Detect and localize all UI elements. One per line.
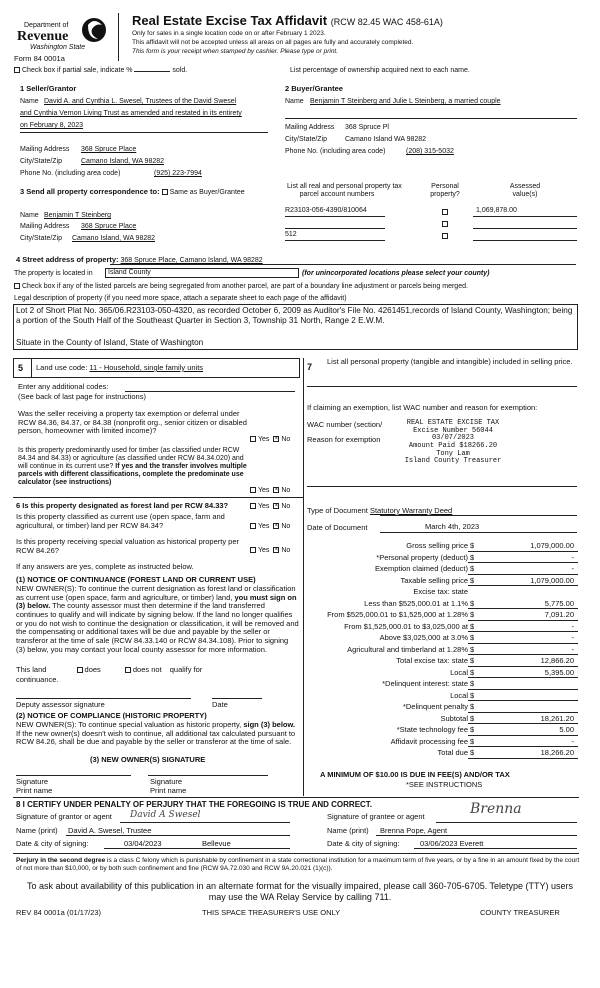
- owner-print-name-label-2: Print name: [150, 786, 187, 795]
- owner-signature-label-1: Signature: [16, 777, 49, 786]
- seller-name-line2[interactable]: and Cynthia Vernon Living Trust as amended and restated in its entirety: [20, 110, 242, 117]
- tax-row-currency: $: [470, 702, 475, 711]
- partial-sale-checkbox[interactable]: [14, 67, 20, 73]
- corr-city-label: City/State/Zip: [20, 235, 63, 242]
- answers-note: If any answers are yes, complete as instructed below.: [16, 562, 194, 571]
- perjury-notice: Perjury in the second degree is a class C felony which is punishable by confinement in a state correctional institution for a maximum term of five years, or by a fine in an amount fixed by the court of not more than $10,000, or by both such confinement and fine (RCW 9A.72.030 and RCW 9A.20.021 (1)(c)).: [16, 857, 580, 873]
- legal-description-text2: Situate in the County of Island, State of Washington: [16, 338, 204, 347]
- assessor-date-label: Date: [212, 700, 228, 709]
- q-forest-land: 6 Is this property designated as forest land per RCW 84.33?: [16, 501, 229, 510]
- tax-row-label: Total due: [437, 748, 468, 757]
- instructions-line1: Only for sales in a single location code on or after February 1 2023.: [132, 30, 326, 37]
- dor-swirl-icon: [80, 13, 108, 47]
- grantor-name-value[interactable]: David A. Swesel, Trustee: [68, 826, 152, 835]
- tax-row-label: Above $3,025,000 at 3.0%: [379, 633, 468, 642]
- correspondence-heading: 3 Send all property correspondence to: Same as Buyer/Grantee: [20, 187, 245, 196]
- tax-row-value[interactable]: 5.00: [559, 725, 574, 734]
- segregated-checkbox[interactable]: [14, 283, 20, 289]
- tax-row-currency: $: [470, 679, 475, 688]
- logo-text-state: Washington State: [30, 44, 86, 51]
- tax-row-label: *Delinquent interest: state: [382, 679, 468, 688]
- tax-row-value[interactable]: -: [571, 621, 574, 631]
- seller-city-label: City/State/Zip: [20, 158, 63, 165]
- tax-row-value[interactable]: 5,775.00: [544, 598, 574, 608]
- logo-text-dept: Department of: [24, 22, 69, 29]
- tax-row-currency: $: [470, 541, 475, 550]
- document-type-value[interactable]: Statutory Warranty Deed: [369, 506, 453, 515]
- corr-name-label: Name: [20, 212, 39, 219]
- buyer-city-label: City/State/Zip: [285, 136, 328, 143]
- seller-city-value[interactable]: Camano Island, WA 98282: [81, 158, 165, 165]
- assessed-col-header: Assessed value(s): [509, 183, 541, 199]
- no-checkbox-checked[interactable]: ×: [274, 487, 279, 494]
- tax-row-value[interactable]: -: [571, 633, 574, 642]
- tax-row-currency: $: [470, 690, 475, 700]
- legal-description-box[interactable]: [13, 304, 578, 350]
- tax-row-label: *Delinquent penalty: [402, 702, 468, 711]
- yes-checkbox[interactable]: [250, 487, 256, 493]
- owner-signature-label-2: Signature: [150, 777, 183, 786]
- buyer-name-value[interactable]: Benjamin T Steinberg and Julie L Steinberg, a married couple: [310, 98, 501, 105]
- yes-checkbox[interactable]: [250, 523, 256, 529]
- grantee-signature[interactable]: Brenna: [470, 801, 522, 817]
- q-current-use-answer: Yes × No: [250, 523, 290, 531]
- continuance-label: continuance.: [16, 675, 59, 684]
- tax-row-value[interactable]: -: [571, 564, 574, 573]
- q-historic: Is this property receiving special valuation as historical property per RCW 84.26?: [16, 537, 240, 555]
- corr-city-value[interactable]: Camano Island, WA 98282: [72, 235, 156, 242]
- buyer-name-label: Name: [285, 98, 304, 105]
- notice-continuance-title: (1) NOTICE OF CONTINUANCE (FOREST LAND OR CURRENT USE): [16, 575, 256, 584]
- see-instructions-note: *SEE INSTRUCTIONS: [406, 780, 483, 789]
- tax-row-currency: $: [470, 656, 475, 665]
- personal-property-checkbox[interactable]: [442, 221, 448, 227]
- land-use-row: Land use code: 11 - Household, single family units: [36, 363, 204, 372]
- instructions-line3: This form is your receipt when stamped by cashier. Please type or print.: [132, 48, 339, 55]
- grantee-name-value[interactable]: Brenna Pope, Agent: [380, 826, 448, 835]
- personal-col-header: Personal property?: [430, 183, 460, 199]
- tax-row-label: Local: [450, 667, 468, 677]
- q-tax-exemption-answer: Yes × No: [250, 436, 290, 444]
- buyer-mailing-value[interactable]: 368 Spruce Pl: [345, 124, 389, 131]
- no-checkbox-checked[interactable]: ×: [274, 523, 279, 530]
- grantor-date-value[interactable]: 03/04/2023: [124, 839, 162, 848]
- grantor-name-label: Name (print): [16, 826, 58, 835]
- tax-row-currency: $: [470, 644, 475, 654]
- tax-row-value[interactable]: 1,079,000.00: [530, 575, 574, 585]
- segregated-row: Check box if any of the listed parcels are being segregated from another parcel, are part of a boundary line adjustment or parcels being merged.: [14, 283, 468, 291]
- parcel-number[interactable]: 512: [285, 231, 297, 238]
- grantor-city-value[interactable]: Bellevue: [202, 839, 231, 848]
- tax-row-currency: $: [470, 598, 475, 608]
- tax-row-currency: $: [470, 633, 475, 642]
- seller-name-label: Name: [20, 98, 39, 105]
- legal-description-text: Lot 2 of Short Plat No. 365/06.R23103-050-4320, as recorded October 6, 2009 as Auditor's File No. 4261451,records of Island County, Washington; being a portion of the South Half of the Southeast Quarter in Section 3, Township 31 North, Range 2 E.W.M.: [16, 306, 573, 325]
- legal-label: Legal description of property (if you need more space, attach a separate sheet to each page of the affidavit): [14, 295, 347, 302]
- buyer-phone-label: Phone No. (including area code): [285, 148, 386, 155]
- tax-row-value[interactable]: 1,079,000.00: [530, 541, 574, 550]
- located-note: (for unincorporated locations please select your county): [302, 270, 490, 277]
- tax-row-currency: $: [470, 621, 475, 631]
- grantor-signature-label: Signature of grantor or agent: [16, 812, 112, 821]
- tax-row-value[interactable]: 18,266.20: [540, 748, 574, 757]
- assessor-signature-label: Deputy assessor signature: [16, 700, 105, 709]
- ownership-note: List percentage of ownership acquired next to each name.: [290, 67, 470, 74]
- tax-row-value[interactable]: -: [571, 644, 574, 654]
- certify-heading: 8 I CERTIFY UNDER PENALTY OF PERJURY THAT THE FOREGOING IS TRUE AND CORRECT.: [16, 800, 373, 809]
- corr-mailing-value[interactable]: 368 Spruce Place: [81, 223, 137, 230]
- corr-name-value[interactable]: Benjamin T Steinberg: [44, 212, 112, 219]
- seller-mailing-value[interactable]: 368 Spruce Place: [81, 146, 137, 153]
- grantee-date-value[interactable]: 03/06/2023 Everett: [420, 839, 484, 848]
- q-timber: Is this property predominantly used for timber (as classified under RCW 84.34 and 84.33) or agriculture (as classified under RCW 84.34.020) and will continue in its current use? If yes and the transfer involves multiple parcels with different classifications, complete the predominate use calculator (see instructions): [18, 447, 247, 487]
- buyer-phone-value[interactable]: (208) 315-5032: [406, 148, 454, 155]
- no-checkbox-checked[interactable]: ×: [274, 547, 279, 554]
- instructions-line2: This affidavit will not be accepted unless all areas on all pages are fully and accurately completed.: [132, 39, 414, 46]
- tax-row-currency: $: [470, 564, 475, 573]
- grantor-date-label: Date & city of signing:: [16, 839, 89, 848]
- seller-name-line1[interactable]: David A. and Cynthia L. Swesel, Trustees of the David Swesel: [44, 98, 237, 105]
- notice-compliance-text: NEW OWNER(S): To continue special valuation as historic property, sign (3) below. If the new owner(s) doesn't wish to continue, all additional tax calculated pursuant to RCW 84.26, shall be due and payable by the seller or transferor at the time of sale.: [16, 720, 296, 747]
- q-forest-answer: Yes × No: [250, 503, 290, 511]
- new-owner-signature-title: (3) NEW OWNER(S) SIGNATURE: [90, 755, 206, 764]
- treasurer-use-label: THIS SPACE TREASURER'S USE ONLY: [202, 908, 341, 917]
- located-label: The property is located in: [14, 270, 93, 277]
- grantee-date-label: Date & city of signing:: [327, 839, 400, 848]
- tax-row-value[interactable]: -: [571, 736, 574, 746]
- tax-row-currency: $: [470, 667, 475, 677]
- form-revision: REV 84 0001a (01/17/23): [16, 908, 102, 917]
- q-tax-exemption: Was the seller receiving a property tax exemption or deferral under RCW 84.36, 84.37, or 84.38 (nonprofit org., senior citizen or disabled person, homeowner with limited income)?: [18, 409, 247, 436]
- tax-row-value[interactable]: 12,866.20: [540, 656, 574, 665]
- logo-text-revenue: Revenue: [17, 29, 69, 44]
- additional-codes-label: Enter any additional codes:: [18, 382, 109, 391]
- tax-row-value[interactable]: 18,261.20: [540, 713, 574, 723]
- tax-row-label: Less than $525,000.01 at 1.1%: [364, 598, 468, 608]
- q-current-use: Is this property classified as current use (open space, farm and agricultural, or timber) land per RCW 84.34?: [16, 512, 225, 530]
- personal-property-checkbox[interactable]: [442, 233, 448, 239]
- buyer-heading: 2 Buyer/Grantee: [285, 84, 343, 93]
- parcel-col-header: List all real and personal property tax parcel account numbers: [287, 183, 402, 199]
- tax-row-label: From $1,525,000.01 to $3,025,000 at: [344, 621, 468, 631]
- grantor-signature[interactable]: David A Swesel: [130, 810, 201, 820]
- parcel-number[interactable]: R23103-056-4390/810064: [285, 207, 367, 214]
- seller-heading: 1 Seller/Grantor: [20, 84, 77, 93]
- does-not-checkbox[interactable]: [125, 667, 131, 673]
- does-checkbox[interactable]: [77, 667, 83, 673]
- tax-row-currency: $: [470, 610, 475, 619]
- section7-number: 7: [307, 362, 313, 372]
- tax-row-currency: $: [470, 736, 475, 746]
- exemption-note: If claiming an exemption, list WAC number and reason for exemption:: [307, 403, 538, 412]
- land-qualify-row: This land does does not qualify for: [16, 665, 203, 674]
- tax-row-currency: $: [470, 552, 475, 562]
- reason-exemption-label: Reason for exemption: [307, 435, 381, 444]
- q-historic-answer: Yes × No: [250, 547, 290, 555]
- no-checkbox-checked[interactable]: ×: [274, 436, 279, 443]
- tax-row-currency: $: [470, 713, 475, 723]
- yes-checkbox[interactable]: [250, 547, 256, 553]
- q-timber-answer: Yes × No: [250, 487, 290, 495]
- tax-row-label: *Personal property (deduct): [376, 552, 468, 562]
- tax-row-label: Gross selling price: [406, 541, 468, 550]
- form-number: Form 84 0001a: [14, 54, 65, 63]
- document-date-label: Date of Document: [307, 523, 368, 532]
- seller-mailing-label: Mailing Address: [20, 146, 70, 153]
- corr-mailing-label: Mailing Address: [20, 223, 70, 230]
- tax-row-label: Excise tax: state: [413, 587, 468, 596]
- yes-checkbox[interactable]: [250, 436, 256, 442]
- minimum-due-note: A MINIMUM OF $10.00 IS DUE IN FEE(S) AND/OR TAX: [320, 770, 510, 779]
- tax-row-label: From $525,000.01 to $1,525,000 at 1.28%: [327, 610, 468, 619]
- tax-row-label: *State technology fee: [396, 725, 468, 734]
- document-date-value[interactable]: March 4th, 2023: [425, 522, 480, 531]
- tax-row-label: Exemption claimed (deduct): [375, 564, 468, 573]
- yes-checkbox[interactable]: [250, 503, 256, 509]
- section5-number: 5: [18, 363, 24, 373]
- street-address-value[interactable]: 368 Spruce Place, Camano Island, WA 98282: [120, 257, 263, 264]
- street-address-row: 4 Street address of property: 368 Spruce Place, Camano Island, WA 98282: [16, 255, 263, 264]
- tax-row-label: Local: [450, 690, 468, 700]
- seller-name-line3[interactable]: on February 8, 2023: [20, 122, 84, 129]
- notice-compliance-title: (2) NOTICE OF COMPLIANCE (HISTORIC PROPERTY): [16, 711, 207, 720]
- county-treasurer-label: COUNTY TREASURER: [480, 908, 560, 917]
- no-checkbox-checked[interactable]: ×: [274, 503, 279, 510]
- personal-property-text: List all personal property (tangible and intangible) included in selling price.: [327, 357, 573, 366]
- additional-codes-note: (See back of last page for instructions): [18, 392, 146, 401]
- notice-continuance-text: NEW OWNER(S): To continue the current designation as forest land or classification as current use (open space, farm and agriculture, or timber) land, you must sign on (3) below. The county assessor must then determine if the land transferred continues to qualify and will indicate by signing below. If the land no longer qualifies or you do not wish to continue the designation or classification, it will be removed and the compensating or additional taxes will be due and payable by the seller or transferor at the time of sale (RCW 84.33.140 or RCW 84.34.108). Prior to signing (3) below, you may contact your local county assessor for more information.: [16, 584, 299, 654]
- tax-row-label: Taxable selling price: [400, 575, 468, 585]
- tax-row-value[interactable]: 7,091.20: [544, 610, 574, 619]
- tax-row-currency: $: [470, 748, 475, 757]
- buyer-mailing-label: Mailing Address: [285, 124, 335, 131]
- buyer-city-value[interactable]: Camano Island WA 98282: [345, 136, 427, 143]
- county-select[interactable]: Island County: [105, 268, 299, 278]
- personal-property-checkbox[interactable]: [442, 209, 448, 215]
- wac-number-label: WAC number (section/: [307, 420, 383, 429]
- alt-format-notice: To ask about availability of this publication in an alternate format for the visually impaired, please call 360-705-6705. Teletype (TTY) users may use the WA Relay Service by calling 711.: [26, 881, 574, 902]
- tax-row-label: Agricultural and timberland at 1.28%: [347, 644, 468, 654]
- land-use-value[interactable]: 11 - Household, single family units: [89, 363, 204, 372]
- tax-row-value[interactable]: 5,395.00: [544, 667, 574, 677]
- page-title: Real Estate Excise Tax Affidavit (RCW 82.45 WAC 458-61A): [132, 13, 443, 28]
- assessed-value[interactable]: 1,069,878.00: [476, 207, 517, 214]
- owner-print-name-label-1: Print name: [16, 786, 53, 795]
- grantee-name-label: Name (print): [327, 826, 369, 835]
- tax-row-currency: $: [470, 725, 475, 734]
- tax-row-value[interactable]: -: [571, 552, 574, 562]
- grantee-signature-label: Signature of grantee or agent: [327, 812, 425, 821]
- treasurer-paid-stamp: REAL ESTATE EXCISE TAX Excise Number 56044 03/07/2023 Amount Paid $18266.20 Tony Lam Island County Treasurer: [404, 419, 502, 466]
- document-type-row: Type of Document Statutory Warranty Deed: [307, 506, 453, 515]
- parcel-row: [285, 207, 367, 215]
- tax-row-label: Total excise tax: state: [396, 656, 468, 665]
- tax-row-currency: $: [470, 575, 475, 585]
- same-as-buyer-checkbox[interactable]: [162, 189, 168, 195]
- tax-row-label: Subtotal: [440, 713, 468, 723]
- seller-phone-value[interactable]: (925) 223-7994: [154, 170, 202, 177]
- seller-phone-label: Phone No. (including area code): [20, 170, 121, 177]
- tax-row-label: Affidavit processing fee: [390, 736, 468, 746]
- partial-sale-row: Check box if partial sale, indicate % sold.: [14, 67, 187, 75]
